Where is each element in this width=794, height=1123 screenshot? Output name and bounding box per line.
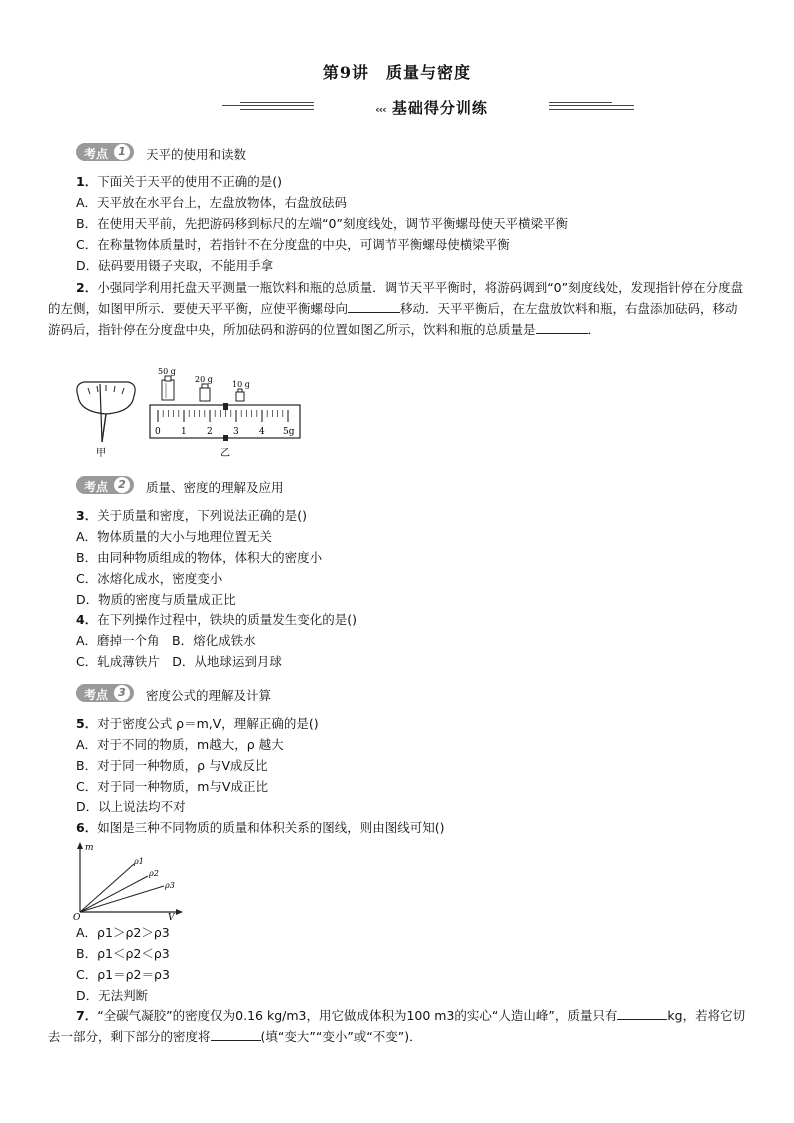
chevron-left-icon: ‹‹‹	[375, 103, 386, 116]
question-4-stem	[76, 610, 357, 630]
question-text-end: ．	[587, 322, 601, 337]
question-text: 小强同学利用托盘天平测量一瓶饮料和瓶的总质量．调节天平平衡时，将游码调到“0”刻度线处，发现指针停在分度盘的左侧，如图甲所示．要使天平平衡，应使平衡螺母向	[48, 280, 744, 316]
ruler-tick-label: 1	[181, 427, 187, 437]
question-text-end: (填“变大”“变小”或“不变”)．	[260, 1029, 422, 1044]
banner-label	[314, 97, 549, 119]
section-badge	[76, 476, 134, 494]
ruler-tick-label: 3	[233, 427, 239, 437]
page-title: 第9讲 质量与密度	[322, 63, 472, 82]
q1-option-c: C．在称量物体质量时，若指针不在分度盘的中央，可调节平衡螺母使横梁平衡	[76, 237, 510, 252]
q5-option-a: A．对于不同的物质，m越大，ρ 越大	[76, 737, 284, 752]
badge-text: 考点	[84, 480, 109, 494]
ruler-tick-label: 5g	[283, 427, 295, 437]
weight-label-20: 20 g	[195, 375, 213, 384]
y-axis-label: m	[85, 843, 94, 853]
badge-number: 3	[114, 685, 130, 701]
q3-option-d: D．物质的密度与质量成正比	[76, 592, 236, 607]
question-3-stem	[76, 506, 307, 526]
q3-option-c: C．冰熔化成水，密度变小	[76, 571, 223, 586]
question-6-stem	[76, 818, 444, 838]
q6-option-c: C．ρ1＝ρ2＝ρ3	[76, 967, 170, 982]
question-number: 1．	[76, 174, 98, 189]
section-banner	[222, 96, 634, 126]
question-text-cont: kg，若将它切去一部分，剩下部分的密度将	[48, 1008, 746, 1044]
badge-text: 考点	[84, 688, 109, 702]
answer-blank[interactable]	[536, 321, 588, 334]
question-7	[48, 1005, 750, 1047]
y-axis-arrow-icon	[77, 842, 83, 849]
badge-number: 2	[114, 477, 130, 493]
q3-option-b: B．由同种物质组成的物体，体积大的密度小	[76, 550, 323, 565]
question-number: 3．	[76, 508, 98, 523]
answer-blank[interactable]	[211, 1028, 261, 1041]
question-number: 2．	[76, 280, 98, 295]
question-text: 对于密度公式 ρ＝m,V，理解正确的是()	[97, 716, 319, 731]
question-text: 下面关于天平的使用不正确的是()	[97, 174, 282, 189]
q4-options-ab: A．磨掉一个角 B．熔化成铁水	[76, 633, 256, 648]
banner-text: 基础得分训练	[391, 99, 488, 117]
answer-blank[interactable]	[617, 1007, 667, 1020]
scale-dial-icon	[77, 382, 135, 442]
line-label-rho1: ρ1	[134, 857, 144, 866]
x-axis-label: V	[168, 913, 175, 922]
ruler-tick-label: 2	[207, 427, 213, 437]
rider-marker	[223, 403, 228, 410]
jia-label: 甲	[96, 448, 106, 459]
question-2	[48, 277, 750, 340]
question-number: 4．	[76, 612, 98, 627]
weight-label-50: 50 g	[158, 367, 176, 376]
question-text: 关于质量和密度，下列说法正确的是()	[97, 508, 307, 523]
q3-option-a: A．物体质量的大小与地理位置无关	[76, 529, 273, 544]
ruler-tick-label: 4	[259, 427, 265, 437]
q5-option-d: D．以上说法均不对	[76, 799, 186, 814]
q5-option-b: B．对于同一种物质，ρ 与V成反比	[76, 758, 268, 773]
question-5-stem	[76, 714, 319, 734]
question-text: 在下列操作过程中，铁块的质量发生变化的是()	[97, 612, 357, 627]
balance-figure	[70, 364, 310, 460]
q6-option-a: A．ρ1＞ρ2＞ρ3	[76, 925, 170, 940]
section-badge	[76, 684, 134, 702]
rider-marker-bottom	[223, 435, 228, 441]
badge-text: 考点	[84, 147, 109, 161]
badge-number: 1	[114, 144, 130, 160]
x-axis-arrow-icon	[176, 909, 183, 915]
line-label-rho3: ρ3	[165, 881, 175, 890]
question-1-stem	[76, 172, 282, 192]
mass-volume-graph	[70, 840, 190, 922]
section-title: 密度公式的理解及计算	[146, 688, 272, 703]
weight-50g-icon	[162, 376, 174, 400]
q1-option-b: B．在使用天平前，先把游码移到标尺的左端“0”刻度线处，调节平衡螺母使天平横梁平衡	[76, 216, 568, 231]
line-label-rho2: ρ2	[149, 869, 159, 878]
question-text: “全碳气凝胶”的密度仅为0.16 kg/m3，用它做成体积为100 m3的实心“人造山峰”，质量只有	[97, 1008, 618, 1023]
q5-option-c: C．对于同一种物质，m与V成正比	[76, 779, 268, 794]
section-title: 天平的使用和读数	[146, 147, 247, 162]
question-number: 7．	[76, 1008, 98, 1023]
weight-10g-icon	[236, 389, 244, 401]
q1-option-a: A．天平放在水平台上，左盘放物体，右盘放砝码	[76, 195, 348, 210]
question-text: 如图是三种不同物质的质量和体积关系的图线，则由图线可知()	[97, 820, 445, 835]
q6-option-d: D．无法判断	[76, 988, 149, 1003]
section-badge	[76, 143, 134, 161]
ruler-tick-label: 0	[155, 427, 161, 437]
answer-blank[interactable]	[348, 300, 400, 313]
yi-label: 乙	[220, 448, 230, 459]
q6-option-b: B．ρ1＜ρ2＜ρ3	[76, 946, 170, 961]
question-number: 6．	[76, 820, 98, 835]
origin-label: O	[73, 913, 81, 922]
question-number: 5．	[76, 716, 98, 731]
weight-20g-icon	[200, 384, 210, 401]
question-text-cont: 移动．天平平衡后，在左盘放饮料和瓶，右盘添加砝码，移动游码后，指针停在分度盘中央，所加砝码和游码的位置如图乙所示，饮料和瓶的总质量是	[48, 301, 738, 337]
q1-option-d: D．砝码要用镊子夹取，不能用手拿	[76, 258, 274, 273]
section-title: 质量、密度的理解及应用	[146, 480, 284, 495]
q4-options-cd: C．轧成薄铁片 D．从地球运到月球	[76, 654, 282, 669]
weight-label-10: 10 g	[232, 380, 250, 389]
